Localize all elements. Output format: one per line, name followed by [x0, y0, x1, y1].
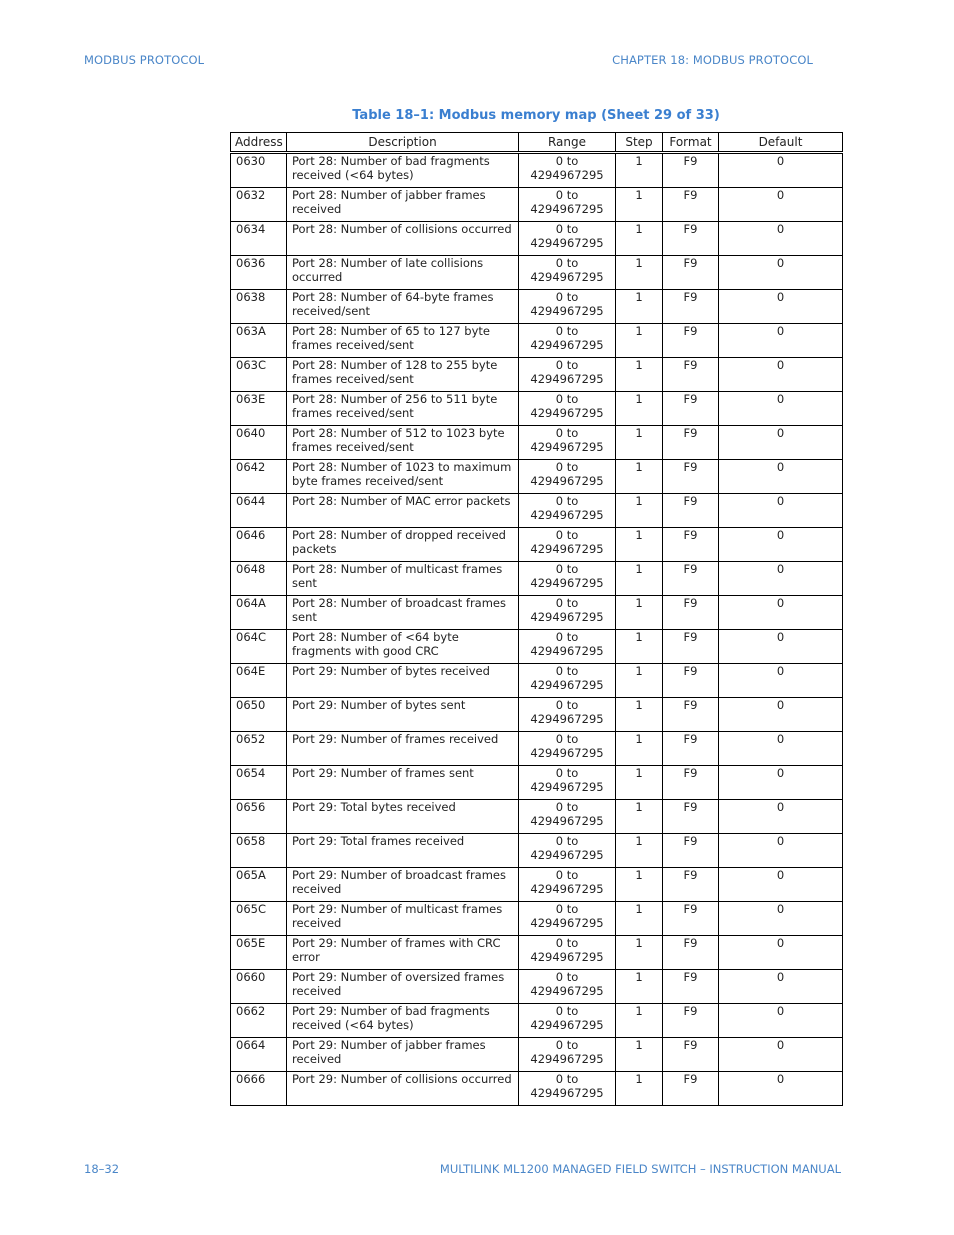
- cell-step: 1: [616, 256, 663, 290]
- cell-range: 0 to 4294967295: [519, 732, 616, 766]
- cell-format: F9: [663, 153, 719, 188]
- cell-range: 0 to 4294967295: [519, 970, 616, 1004]
- modbus-memory-map-table: [230, 132, 843, 1106]
- cell-default: 0: [719, 834, 843, 868]
- cell-address: 063A: [231, 324, 287, 358]
- cell-address: 065C: [231, 902, 287, 936]
- column-header-description: Description: [287, 133, 519, 153]
- running-header-left: MODBUS PROTOCOL: [84, 53, 205, 67]
- cell-format: F9: [663, 188, 719, 222]
- cell-step: 1: [616, 800, 663, 834]
- cell-default: 0: [719, 188, 843, 222]
- cell-default: 0: [719, 324, 843, 358]
- table-row: [231, 970, 843, 1004]
- cell-default: 0: [719, 1072, 843, 1106]
- cell-description: Port 29: Number of bytes received: [287, 664, 519, 698]
- table-row: [231, 732, 843, 766]
- cell-step: 1: [616, 1072, 663, 1106]
- table-row: [231, 494, 843, 528]
- cell-description: Port 28: Number of 1023 to maximum byte frames received/sent: [287, 460, 519, 494]
- cell-step: 1: [616, 188, 663, 222]
- cell-step: 1: [616, 222, 663, 256]
- cell-format: F9: [663, 902, 719, 936]
- column-header-default: Default: [719, 133, 843, 153]
- cell-description: Port 28: Number of 128 to 255 byte frames received/sent: [287, 358, 519, 392]
- manual-title-footer: MULTILINK ML1200 MANAGED FIELD SWITCH – INSTRUCTION MANUAL: [439, 1162, 841, 1176]
- cell-default: 0: [719, 732, 843, 766]
- cell-default: 0: [719, 698, 843, 732]
- cell-description: Port 28: Number of 65 to 127 byte frames received/sent: [287, 324, 519, 358]
- cell-format: F9: [663, 460, 719, 494]
- cell-range: 0 to 4294967295: [519, 222, 616, 256]
- cell-address: 064C: [231, 630, 287, 664]
- cell-address: 0644: [231, 494, 287, 528]
- cell-step: 1: [616, 902, 663, 936]
- cell-step: 1: [616, 596, 663, 630]
- cell-range: 0 to 4294967295: [519, 392, 616, 426]
- cell-range: 0 to 4294967295: [519, 358, 616, 392]
- cell-range: 0 to 4294967295: [519, 460, 616, 494]
- cell-step: 1: [616, 630, 663, 664]
- cell-format: F9: [663, 596, 719, 630]
- cell-default: 0: [719, 800, 843, 834]
- table-row: [231, 256, 843, 290]
- cell-format: F9: [663, 290, 719, 324]
- cell-description: Port 29: Number of multicast frames received: [287, 902, 519, 936]
- cell-range: 0 to 4294967295: [519, 290, 616, 324]
- cell-step: 1: [616, 392, 663, 426]
- cell-address: 064A: [231, 596, 287, 630]
- cell-default: 0: [719, 460, 843, 494]
- cell-step: 1: [616, 970, 663, 1004]
- cell-default: 0: [719, 494, 843, 528]
- cell-description: Port 29: Number of oversized frames received: [287, 970, 519, 1004]
- table-row: [231, 800, 843, 834]
- cell-format: F9: [663, 766, 719, 800]
- cell-range: 0 to 4294967295: [519, 494, 616, 528]
- cell-address: 0662: [231, 1004, 287, 1038]
- cell-address: 0640: [231, 426, 287, 460]
- cell-range: 0 to 4294967295: [519, 800, 616, 834]
- cell-format: F9: [663, 324, 719, 358]
- cell-description: Port 28: Number of 64-byte frames received/sent: [287, 290, 519, 324]
- cell-address: 0634: [231, 222, 287, 256]
- cell-step: 1: [616, 528, 663, 562]
- cell-description: Port 29: Number of jabber frames received: [287, 1038, 519, 1072]
- cell-format: F9: [663, 834, 719, 868]
- cell-address: 0666: [231, 1072, 287, 1106]
- cell-address: 0658: [231, 834, 287, 868]
- cell-description: Port 29: Number of frames received: [287, 732, 519, 766]
- cell-address: 0636: [231, 256, 287, 290]
- cell-step: 1: [616, 732, 663, 766]
- table-row: [231, 1038, 843, 1072]
- cell-range: 0 to 4294967295: [519, 1072, 616, 1106]
- cell-description: Port 29: Number of collisions occurred: [287, 1072, 519, 1106]
- cell-address: 0664: [231, 1038, 287, 1072]
- cell-address: 0656: [231, 800, 287, 834]
- cell-default: 0: [719, 596, 843, 630]
- cell-range: 0 to 4294967295: [519, 1038, 616, 1072]
- cell-format: F9: [663, 1038, 719, 1072]
- cell-default: 0: [719, 970, 843, 1004]
- table-row: [231, 324, 843, 358]
- cell-description: Port 29: Total frames received: [287, 834, 519, 868]
- cell-description: Port 29: Number of bad fragments received (<64 bytes): [287, 1004, 519, 1038]
- cell-default: 0: [719, 222, 843, 256]
- cell-range: 0 to 4294967295: [519, 698, 616, 732]
- cell-default: 0: [719, 562, 843, 596]
- cell-range: 0 to 4294967295: [519, 936, 616, 970]
- cell-description: Port 28: Number of 256 to 511 byte frames received/sent: [287, 392, 519, 426]
- cell-default: 0: [719, 528, 843, 562]
- table-row: [231, 528, 843, 562]
- cell-format: F9: [663, 800, 719, 834]
- cell-address: 0638: [231, 290, 287, 324]
- cell-format: F9: [663, 868, 719, 902]
- cell-format: F9: [663, 936, 719, 970]
- cell-range: 0 to 4294967295: [519, 868, 616, 902]
- cell-step: 1: [616, 460, 663, 494]
- cell-address: 0650: [231, 698, 287, 732]
- cell-format: F9: [663, 426, 719, 460]
- cell-description: Port 28: Number of <64 byte fragments with good CRC: [287, 630, 519, 664]
- table-row: [231, 698, 843, 732]
- cell-range: 0 to 4294967295: [519, 902, 616, 936]
- cell-step: 1: [616, 698, 663, 732]
- running-header-right: CHAPTER 18: MODBUS PROTOCOL: [612, 53, 813, 67]
- cell-step: 1: [616, 1004, 663, 1038]
- cell-range: 0 to 4294967295: [519, 562, 616, 596]
- cell-range: 0 to 4294967295: [519, 324, 616, 358]
- table-row: [231, 562, 843, 596]
- cell-format: F9: [663, 562, 719, 596]
- table-row: [231, 868, 843, 902]
- cell-default: 0: [719, 868, 843, 902]
- cell-description: Port 29: Number of bytes sent: [287, 698, 519, 732]
- cell-description: Port 28: Number of broadcast frames sent: [287, 596, 519, 630]
- cell-description: Port 29: Number of broadcast frames received: [287, 868, 519, 902]
- cell-format: F9: [663, 1004, 719, 1038]
- cell-default: 0: [719, 426, 843, 460]
- cell-address: 0654: [231, 766, 287, 800]
- table-row: [231, 834, 843, 868]
- cell-range: 0 to 4294967295: [519, 664, 616, 698]
- cell-format: F9: [663, 222, 719, 256]
- cell-range: 0 to 4294967295: [519, 426, 616, 460]
- table-row: [231, 460, 843, 494]
- cell-range: 0 to 4294967295: [519, 1004, 616, 1038]
- cell-range: 0 to 4294967295: [519, 153, 616, 188]
- cell-step: 1: [616, 1038, 663, 1072]
- table-row: [231, 630, 843, 664]
- cell-description: Port 28: Number of dropped received packets: [287, 528, 519, 562]
- cell-step: 1: [616, 153, 663, 188]
- cell-step: 1: [616, 766, 663, 800]
- page-number: 18–32: [84, 1162, 120, 1176]
- cell-default: 0: [719, 1004, 843, 1038]
- cell-format: F9: [663, 392, 719, 426]
- cell-format: F9: [663, 528, 719, 562]
- cell-address: 0660: [231, 970, 287, 1004]
- table-row: [231, 902, 843, 936]
- cell-default: 0: [719, 1038, 843, 1072]
- cell-address: 0630: [231, 153, 287, 188]
- table-row: [231, 596, 843, 630]
- table-row: [231, 188, 843, 222]
- column-header-address: Address: [231, 133, 287, 153]
- cell-range: 0 to 4294967295: [519, 596, 616, 630]
- cell-address: 065E: [231, 936, 287, 970]
- cell-step: 1: [616, 290, 663, 324]
- cell-description: Port 28: Number of late collisions occurred: [287, 256, 519, 290]
- cell-default: 0: [719, 664, 843, 698]
- cell-step: 1: [616, 324, 663, 358]
- cell-format: F9: [663, 732, 719, 766]
- cell-description: Port 28: Number of bad fragments received (<64 bytes): [287, 153, 519, 188]
- cell-step: 1: [616, 562, 663, 596]
- table-header-row: [231, 133, 843, 153]
- cell-default: 0: [719, 630, 843, 664]
- cell-step: 1: [616, 358, 663, 392]
- table-row: [231, 153, 843, 188]
- cell-description: Port 28: Number of collisions occurred: [287, 222, 519, 256]
- cell-address: 064E: [231, 664, 287, 698]
- cell-range: 0 to 4294967295: [519, 188, 616, 222]
- cell-default: 0: [719, 358, 843, 392]
- table-row: [231, 222, 843, 256]
- cell-format: F9: [663, 664, 719, 698]
- table-row: [231, 1004, 843, 1038]
- table-row: [231, 936, 843, 970]
- cell-format: F9: [663, 494, 719, 528]
- cell-step: 1: [616, 936, 663, 970]
- cell-address: 063C: [231, 358, 287, 392]
- table-row: [231, 1072, 843, 1106]
- table-row: [231, 664, 843, 698]
- cell-step: 1: [616, 426, 663, 460]
- cell-format: F9: [663, 630, 719, 664]
- cell-address: 0648: [231, 562, 287, 596]
- cell-address: 065A: [231, 868, 287, 902]
- cell-address: 0632: [231, 188, 287, 222]
- table-row: [231, 392, 843, 426]
- cell-default: 0: [719, 936, 843, 970]
- cell-default: 0: [719, 766, 843, 800]
- cell-default: 0: [719, 902, 843, 936]
- table-row: [231, 290, 843, 324]
- cell-range: 0 to 4294967295: [519, 528, 616, 562]
- cell-range: 0 to 4294967295: [519, 834, 616, 868]
- cell-description: Port 28: Number of 512 to 1023 byte frames received/sent: [287, 426, 519, 460]
- cell-default: 0: [719, 153, 843, 188]
- cell-default: 0: [719, 290, 843, 324]
- table-body: [231, 153, 843, 1106]
- cell-format: F9: [663, 256, 719, 290]
- cell-address: 0646: [231, 528, 287, 562]
- cell-address: 0642: [231, 460, 287, 494]
- cell-format: F9: [663, 698, 719, 732]
- cell-address: 063E: [231, 392, 287, 426]
- column-header-format: Format: [663, 133, 719, 153]
- cell-description: Port 28: Number of MAC error packets: [287, 494, 519, 528]
- cell-default: 0: [719, 392, 843, 426]
- table-title: Table 18–1: Modbus memory map (Sheet 29 of 33): [352, 108, 720, 123]
- cell-range: 0 to 4294967295: [519, 256, 616, 290]
- cell-default: 0: [719, 256, 843, 290]
- cell-range: 0 to 4294967295: [519, 766, 616, 800]
- cell-format: F9: [663, 970, 719, 1004]
- cell-description: Port 28: Number of jabber frames received: [287, 188, 519, 222]
- cell-format: F9: [663, 358, 719, 392]
- cell-range: 0 to 4294967295: [519, 630, 616, 664]
- cell-step: 1: [616, 664, 663, 698]
- column-header-range: Range: [519, 133, 616, 153]
- cell-description: Port 28: Number of multicast frames sent: [287, 562, 519, 596]
- column-header-step: Step: [616, 133, 663, 153]
- table-row: [231, 766, 843, 800]
- cell-description: Port 29: Number of frames with CRC error: [287, 936, 519, 970]
- table-row: [231, 426, 843, 460]
- cell-description: Port 29: Total bytes received: [287, 800, 519, 834]
- cell-step: 1: [616, 834, 663, 868]
- cell-format: F9: [663, 1072, 719, 1106]
- table-row: [231, 358, 843, 392]
- cell-address: 0652: [231, 732, 287, 766]
- cell-step: 1: [616, 868, 663, 902]
- cell-description: Port 29: Number of frames sent: [287, 766, 519, 800]
- cell-step: 1: [616, 494, 663, 528]
